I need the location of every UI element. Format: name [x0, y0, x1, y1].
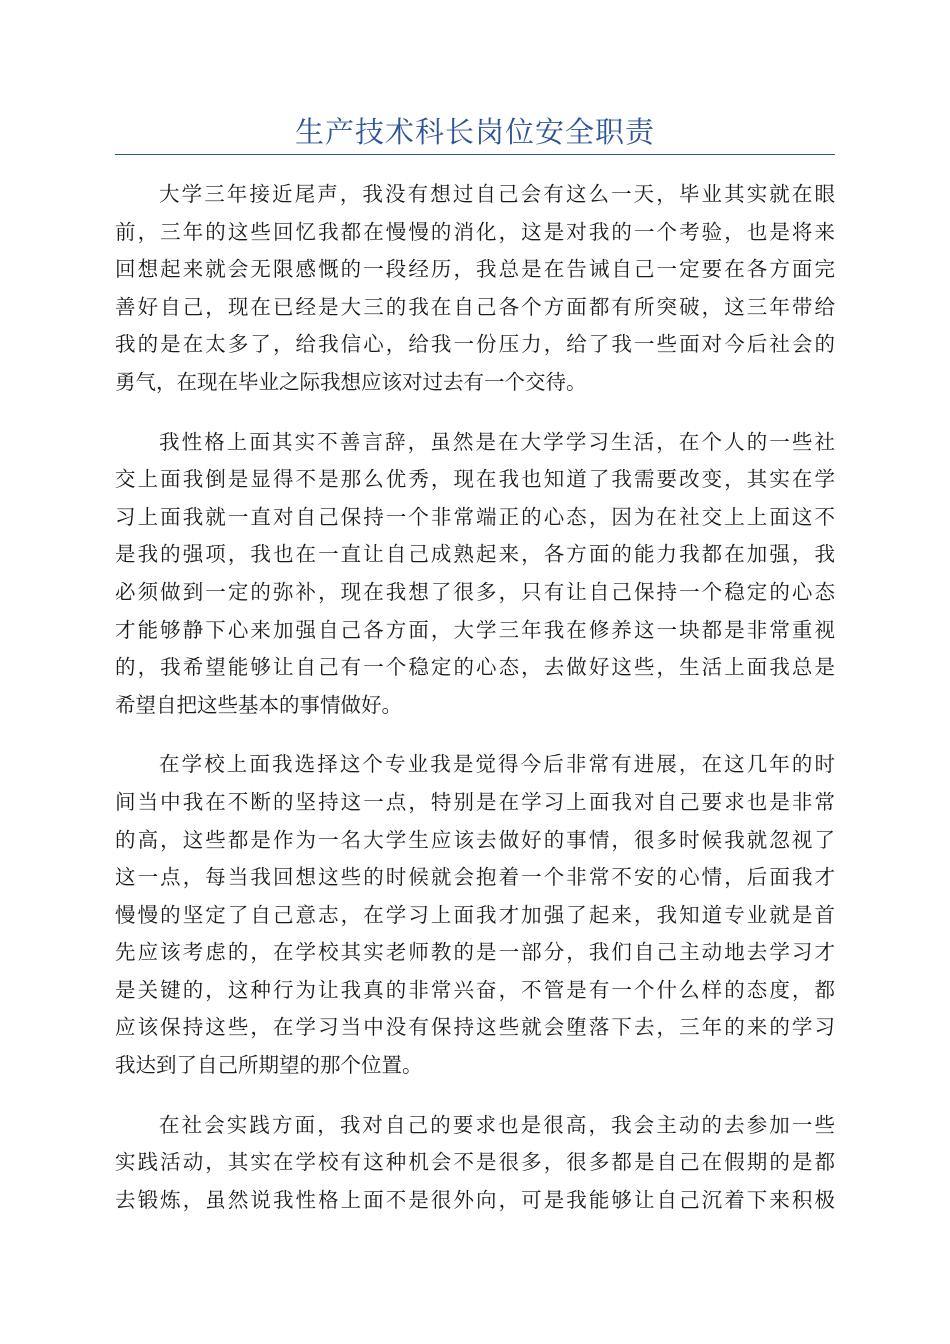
paragraph-line: 勇气，在现在毕业之际我想应该对过去有一个交待。 [115, 369, 587, 394]
paragraph-line: 我达到了自己所期望的那个位置。 [115, 1053, 423, 1078]
paragraph-3 [115, 746, 835, 1084]
paragraph-2 [115, 424, 835, 725]
paragraph-4 [115, 1107, 835, 1220]
paragraph-line: 先应该考虑的，在学校其实老师教的是一部分，我们自己主动地去学习才 [115, 940, 835, 965]
paragraph-line: 善好自己，现在已经是大三的我在自己各个方面都有所突破，这三年带给 [115, 294, 835, 319]
paragraph-line: 在社会实践方面，我对自己的要求也是很高，我会主动的去参加一些 [159, 1112, 835, 1137]
paragraph-line: 应该保持这些，在学习当中没有保持这些就会堕落下去，三年的来的学习 [115, 1015, 835, 1040]
paragraph-line: 是我的强项，我也在一直让自己成熟起来，各方面的能力我都在加强，我 [115, 542, 835, 567]
paragraph-line: 我的是在太多了，给我信心，给我一份压力，给了我一些面对今后社会的 [115, 332, 835, 357]
paragraph-line: 实践活动，其实在学校有这种机会不是很多，很多都是自己在假期的是都 [115, 1150, 835, 1175]
paragraph-line: 的高，这些都是作为一名大学生应该去做好的事情，很多时候我就忽视了 [115, 827, 835, 852]
paragraph-line: 希望自把这些基本的事情做好。 [115, 692, 402, 717]
paragraph-line: 间当中我在不断的坚持这一点，特别是在学习上面我对自己要求也是非常 [115, 789, 835, 814]
paragraph-line: 慢慢的坚定了自己意志，在学习上面我才加强了起来，我知道专业就是首 [115, 902, 835, 927]
title-underline [115, 154, 835, 155]
paragraph-line: 前，三年的这些回忆我都在慢慢的消化，这是对我的一个考验，也是将来 [115, 219, 835, 244]
paragraph-line: 在学校上面我选择这个专业我是觉得今后非常有进展，在这几年的时 [159, 752, 835, 777]
paragraph-line: 大学三年接近尾声，我没有想过自己会有这么一天，毕业其实就在眼 [159, 182, 835, 206]
paragraph-line: 去锻炼，虽然说我性格上面不是很外向，可是我能够让自己沉着下来积极 [115, 1187, 835, 1212]
page-title: 生产技术科长岗位安全职责 [294, 115, 655, 149]
paragraph-line: 我性格上面其实不善言辞，虽然是在大学学习生活，在个人的一些社 [159, 429, 835, 454]
document-body [115, 176, 835, 1241]
paragraph-line: 这一点，每当我回想这些的时候就会抱着一个非常不安的心情，后面我才 [115, 865, 835, 890]
paragraph-line: 的，我希望能够让自己有一个稳定的心态，去做好这些，生活上面我总是 [115, 655, 835, 680]
paragraph-1 [115, 176, 835, 402]
paragraph-line: 习上面我就一直对自己保持一个非常端正的心态，因为在社交上上面这不 [115, 504, 835, 529]
paragraph-line: 必须做到一定的弥补，现在我想了很多，只有让自己保持一个稳定的心态 [115, 579, 835, 604]
paragraph-line: 回想起来就会无限感慨的一段经历，我总是在告诫自己一定要在各方面完 [115, 257, 835, 282]
paragraph-line: 是关键的，这种行为让我真的非常兴奋，不管是有一个什么样的态度，都 [115, 977, 835, 1002]
paragraph-line: 交上面我倒是显得不是那么优秀，现在我也知道了我需要改变，其实在学 [115, 467, 835, 492]
paragraph-line: 才能够静下心来加强自己各方面，大学三年我在修养这一块都是非常重视 [115, 617, 835, 642]
